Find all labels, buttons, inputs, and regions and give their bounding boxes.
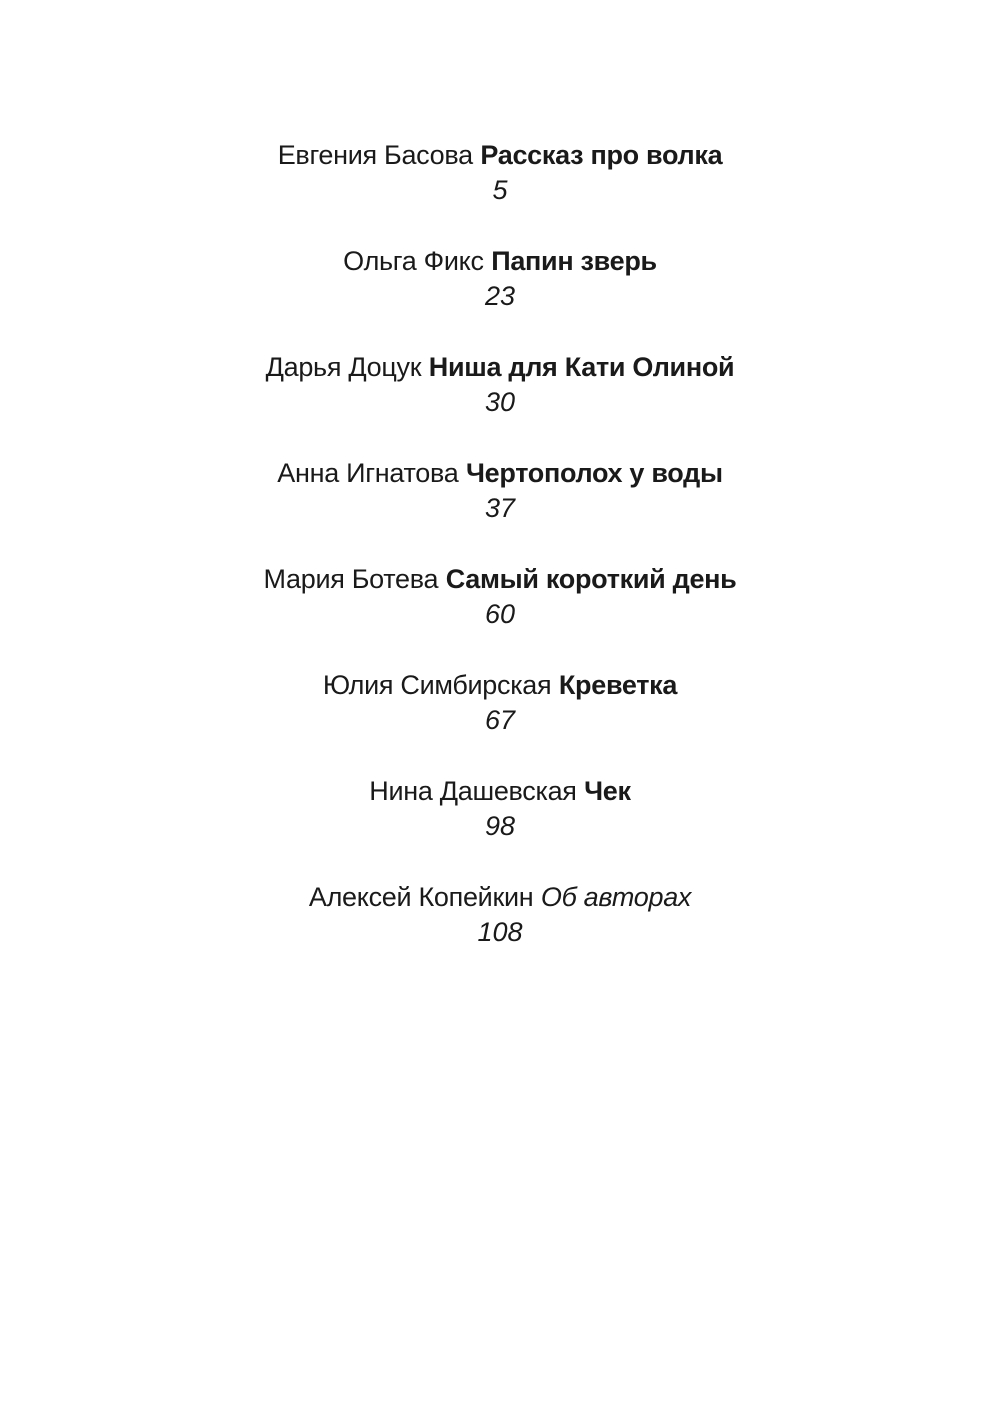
toc-entry	[0, 349, 1000, 455]
toc-entry	[0, 561, 1000, 667]
toc-entry	[0, 667, 1000, 773]
toc-entry-title: Об авторах	[540, 882, 692, 912]
toc-entry-line	[0, 667, 1000, 703]
toc-entry-line	[0, 879, 1000, 915]
toc-entry-title: Папин зверь	[491, 246, 657, 276]
toc-entry-page-number: 30	[484, 387, 516, 417]
toc-entry-page-number: 67	[484, 705, 516, 735]
toc-entry-page-number: 5	[492, 175, 508, 205]
toc-entry-author: Евгения Басова	[277, 140, 473, 170]
toc-entry-author: Дарья Доцук	[265, 352, 422, 382]
toc-entry-title: Рассказ про волка	[480, 140, 723, 170]
toc-entry	[0, 879, 1000, 985]
toc-entry-author: Алексей Копейкин	[308, 882, 534, 912]
toc-entry	[0, 243, 1000, 349]
toc-entry-line	[0, 561, 1000, 597]
toc-entry-title: Самый короткий день	[445, 564, 737, 594]
toc-entry-title: Чек	[584, 776, 631, 806]
toc-entry-author: Мария Ботева	[263, 564, 439, 594]
toc-entry-author: Анна Игнатова	[277, 458, 459, 488]
toc-entry-title: Креветка	[558, 670, 678, 700]
toc-entry-line	[0, 243, 1000, 279]
toc-entry-line	[0, 137, 1000, 173]
toc-entry	[0, 773, 1000, 879]
toc-entry-page-number: 98	[484, 811, 516, 841]
table-of-contents	[0, 137, 1000, 985]
toc-entry-page-number: 23	[484, 281, 516, 311]
toc-entry-author: Ольга Фикс	[343, 246, 484, 276]
toc-entry-line	[0, 349, 1000, 385]
toc-entry-title: Ниша для Кати Олиной	[428, 352, 735, 382]
toc-entry-page-number: 60	[484, 599, 516, 629]
toc-entry-page-number: 108	[477, 917, 523, 947]
toc-entry	[0, 455, 1000, 561]
toc-entry-author: Нина Дашевская	[369, 776, 577, 806]
toc-entry-line	[0, 773, 1000, 809]
toc-entry-title: Чертополох у воды	[465, 458, 723, 488]
toc-entry-line	[0, 455, 1000, 491]
toc-entry-page-number: 37	[484, 493, 516, 523]
toc-entry	[0, 137, 1000, 243]
toc-entry-author: Юлия Симбирская	[322, 670, 552, 700]
